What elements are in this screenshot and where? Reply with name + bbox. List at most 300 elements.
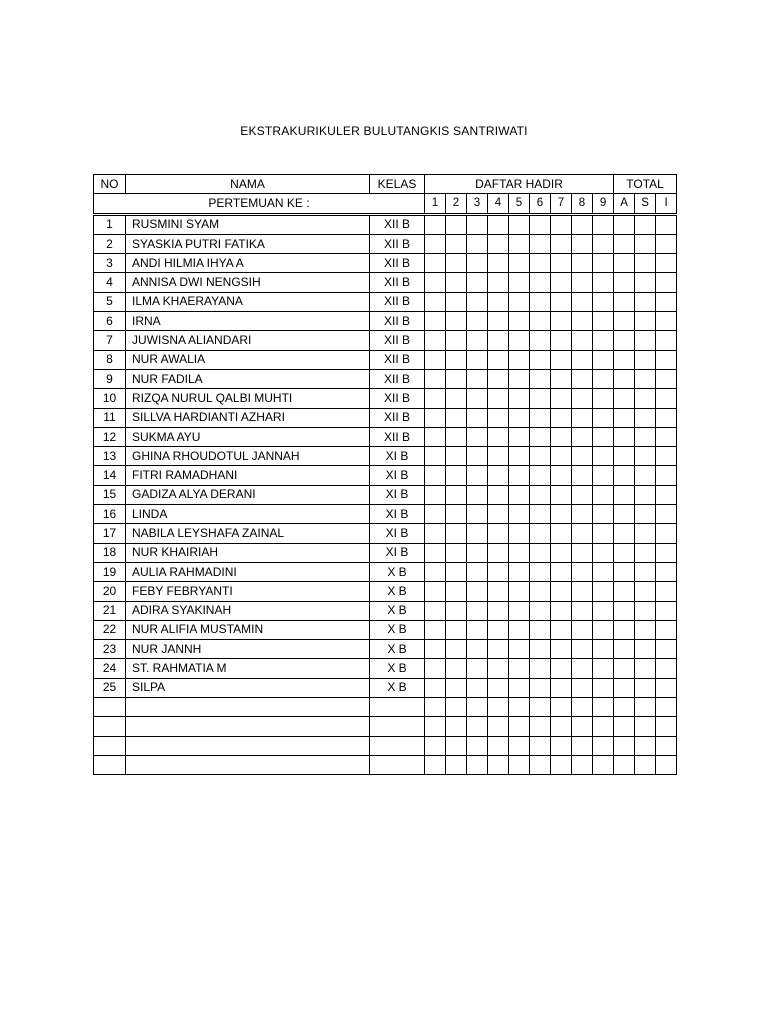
attendance-cell [488,312,509,331]
attendance-cell [509,485,530,504]
table-row [94,755,677,774]
student-name: SYASKIA PUTRI FATIKA [126,234,370,253]
total-cell [656,331,677,350]
attendance-cell [551,292,572,311]
attendance-cell [551,466,572,485]
attendance-cell [425,292,446,311]
attendance-cell [509,254,530,273]
attendance-cell [488,369,509,388]
attendance-cell [446,717,467,736]
attendance-cell [530,755,551,774]
student-name: NUR KHAIRIAH [126,543,370,562]
attendance-cell [572,582,593,601]
total-cell [614,659,635,678]
student-class [370,736,425,755]
student-class [370,717,425,736]
attendance-cell [572,273,593,292]
attendance-cell [551,350,572,369]
attendance-cell [551,620,572,639]
attendance-cell [446,389,467,408]
attendance-cell [572,698,593,717]
attendance-cell [530,601,551,620]
student-name [126,717,370,736]
student-list [94,214,677,775]
header-meeting-3: 3 [467,194,488,214]
total-cell [614,755,635,774]
attendance-cell [530,659,551,678]
attendance-cell [551,447,572,466]
attendance-cell [530,389,551,408]
attendance-cell [572,350,593,369]
attendance-cell [530,505,551,524]
attendance-cell [509,755,530,774]
total-cell [656,736,677,755]
attendance-cell [446,736,467,755]
total-cell [635,254,656,273]
student-class: X B [370,620,425,639]
student-class: XI B [370,505,425,524]
attendance-cell [425,254,446,273]
attendance-cell [488,292,509,311]
attendance-cell [467,369,488,388]
student-class [370,755,425,774]
table-row [94,717,677,736]
attendance-cell [425,717,446,736]
attendance-cell [467,601,488,620]
total-cell [656,755,677,774]
student-name [126,736,370,755]
attendance-cell [572,620,593,639]
attendance-cell [467,620,488,639]
attendance-cell [446,755,467,774]
attendance-cell [593,640,614,659]
row-number: 18 [94,543,126,562]
attendance-cell [509,331,530,350]
attendance-cell [509,601,530,620]
total-cell [635,312,656,331]
total-cell [614,312,635,331]
attendance-cell [572,524,593,543]
attendance-cell [593,331,614,350]
attendance-cell [509,582,530,601]
student-name: IRNA [126,312,370,331]
student-class: XII B [370,369,425,388]
attendance-cell [551,214,572,234]
student-name: AULIA RAHMADINI [126,562,370,581]
attendance-cell [509,562,530,581]
attendance-cell [446,505,467,524]
student-class: XI B [370,524,425,543]
student-class: X B [370,659,425,678]
attendance-cell [425,582,446,601]
attendance-cell [593,389,614,408]
total-cell [656,312,677,331]
attendance-cell [572,505,593,524]
row-number [94,755,126,774]
attendance-cell [530,717,551,736]
student-class [370,698,425,717]
attendance-cell [467,524,488,543]
attendance-cell [509,640,530,659]
header-nama: NAMA [126,175,370,194]
attendance-cell [467,466,488,485]
attendance-cell [551,427,572,446]
row-number: 16 [94,505,126,524]
attendance-cell [467,389,488,408]
attendance-cell [446,408,467,427]
student-name: ANDI HILMIA IHYA A [126,254,370,273]
attendance-cell [509,389,530,408]
total-cell [656,640,677,659]
student-name: ILMA KHAERAYANA [126,292,370,311]
attendance-cell [572,292,593,311]
total-cell [614,640,635,659]
total-cell [635,736,656,755]
total-cell [614,678,635,697]
attendance-cell [467,408,488,427]
attendance-cell [488,214,509,234]
attendance-cell [467,331,488,350]
attendance-cell [425,485,446,504]
attendance-cell [509,543,530,562]
table-row [94,214,677,234]
attendance-cell [593,678,614,697]
attendance-cell [593,485,614,504]
attendance-cell [572,678,593,697]
total-cell [635,640,656,659]
student-name: GHINA RHOUDOTUL JANNAH [126,447,370,466]
attendance-cell [488,447,509,466]
table-row [94,698,677,717]
attendance-cell [530,447,551,466]
attendance-cell [572,601,593,620]
student-name: NUR FADILA [126,369,370,388]
attendance-cell [572,485,593,504]
row-number: 22 [94,620,126,639]
attendance-cell [446,312,467,331]
attendance-cell [446,601,467,620]
header-meeting-6: 6 [530,194,551,214]
attendance-cell [551,524,572,543]
attendance-cell [488,466,509,485]
total-cell [656,505,677,524]
attendance-cell [551,640,572,659]
table-row [94,427,677,446]
row-number [94,736,126,755]
attendance-cell [446,678,467,697]
row-number: 20 [94,582,126,601]
total-cell [635,485,656,504]
attendance-cell [551,755,572,774]
attendance-cell [530,234,551,253]
student-class: XI B [370,485,425,504]
attendance-cell [551,736,572,755]
attendance-cell [467,350,488,369]
attendance-cell [488,698,509,717]
attendance-cell [551,234,572,253]
attendance-cell [593,214,614,234]
attendance-cell [509,350,530,369]
attendance-cell [593,350,614,369]
total-cell [614,620,635,639]
attendance-cell [446,369,467,388]
attendance-cell [593,543,614,562]
attendance-cell [467,485,488,504]
attendance-cell [446,659,467,678]
total-cell [614,408,635,427]
attendance-cell [530,466,551,485]
total-cell [656,717,677,736]
attendance-cell [551,698,572,717]
row-number: 21 [94,601,126,620]
student-class: X B [370,678,425,697]
total-cell [635,350,656,369]
total-cell [635,234,656,253]
total-cell [656,389,677,408]
attendance-cell [446,331,467,350]
table-row [94,678,677,697]
total-cell [614,717,635,736]
attendance-cell [488,427,509,446]
attendance-cell [488,678,509,697]
attendance-cell [572,659,593,678]
attendance-cell [425,214,446,234]
attendance-cell [551,273,572,292]
row-number: 19 [94,562,126,581]
total-cell [656,562,677,581]
attendance-cell [551,678,572,697]
attendance-cell [509,717,530,736]
attendance-cell [593,273,614,292]
student-name: RIZQA NURUL QALBI MUHTI [126,389,370,408]
total-cell [614,698,635,717]
total-cell [656,447,677,466]
total-cell [656,254,677,273]
student-name [126,698,370,717]
attendance-cell [551,562,572,581]
total-cell [635,273,656,292]
table-row [94,601,677,620]
attendance-cell [467,273,488,292]
header-total-a: A [614,194,635,214]
attendance-cell [530,214,551,234]
total-cell [656,582,677,601]
header-meeting-2: 2 [446,194,467,214]
attendance-cell [425,620,446,639]
table-row [94,369,677,388]
attendance-cell [467,640,488,659]
document-title: EKSTRAKURIKULER BULUTANGKIS SANTRIWATI [240,124,528,138]
row-number: 9 [94,369,126,388]
attendance-cell [446,466,467,485]
attendance-cell [467,447,488,466]
attendance-cell [593,234,614,253]
attendance-cell [530,292,551,311]
attendance-cell [467,562,488,581]
row-number: 13 [94,447,126,466]
total-cell [635,698,656,717]
student-name: GADIZA ALYA DERANI [126,485,370,504]
attendance-cell [509,620,530,639]
student-class: XI B [370,447,425,466]
student-class: XII B [370,408,425,427]
attendance-cell [530,254,551,273]
total-cell [614,601,635,620]
attendance-cell [593,292,614,311]
total-cell [614,543,635,562]
attendance-cell [488,331,509,350]
total-cell [656,408,677,427]
total-cell [614,447,635,466]
attendance-cell [530,582,551,601]
row-number: 1 [94,214,126,234]
attendance-cell [572,562,593,581]
row-number: 6 [94,312,126,331]
attendance-cell [446,524,467,543]
total-cell [614,234,635,253]
attendance-cell [572,427,593,446]
total-cell [614,562,635,581]
attendance-cell [572,755,593,774]
total-cell [635,369,656,388]
total-cell [614,389,635,408]
attendance-cell [425,736,446,755]
student-name: SUKMA AYU [126,427,370,446]
student-name: NUR ALIFIA MUSTAMIN [126,620,370,639]
attendance-cell [467,214,488,234]
table-row [94,273,677,292]
attendance-cell [488,234,509,253]
student-class: XII B [370,427,425,446]
student-class: XII B [370,254,425,273]
attendance-cell [446,620,467,639]
student-name: ST. RAHMATIA M [126,659,370,678]
student-class: XII B [370,312,425,331]
table-row [94,234,677,253]
attendance-cell [593,427,614,446]
attendance-cell [446,447,467,466]
attendance-cell [509,466,530,485]
attendance-cell [593,466,614,485]
attendance-cell [530,620,551,639]
attendance-cell [572,717,593,736]
attendance-cell [509,312,530,331]
total-cell [635,562,656,581]
attendance-cell [488,659,509,678]
total-cell [635,447,656,466]
total-cell [656,350,677,369]
row-number: 24 [94,659,126,678]
table-row [94,736,677,755]
attendance-cell [593,505,614,524]
student-class: XI B [370,543,425,562]
attendance-cell [530,273,551,292]
table-row [94,485,677,504]
table-row [94,659,677,678]
attendance-cell [572,312,593,331]
attendance-cell [530,524,551,543]
table-row [94,582,677,601]
attendance-cell [425,350,446,369]
row-number [94,717,126,736]
student-name: NUR JANNH [126,640,370,659]
attendance-cell [425,312,446,331]
row-number: 5 [94,292,126,311]
attendance-cell [446,485,467,504]
attendance-cell [488,562,509,581]
attendance-cell [551,408,572,427]
attendance-cell [551,312,572,331]
table-row [94,640,677,659]
student-name: LINDA [126,505,370,524]
row-number: 15 [94,485,126,504]
attendance-cell [509,427,530,446]
header-meeting-8: 8 [572,194,593,214]
attendance-cell [509,524,530,543]
attendance-cell [446,292,467,311]
table-row [94,312,677,331]
attendance-cell [425,601,446,620]
attendance-cell [530,312,551,331]
row-number: 14 [94,466,126,485]
student-class: XI B [370,466,425,485]
attendance-cell [509,214,530,234]
attendance-cell [509,234,530,253]
total-cell [635,292,656,311]
attendance-cell [425,447,446,466]
attendance-cell [530,369,551,388]
attendance-cell [530,736,551,755]
attendance-cell [551,601,572,620]
student-name: ANNISA DWI NENGSIH [126,273,370,292]
attendance-cell [593,659,614,678]
total-cell [614,214,635,234]
attendance-cell [467,505,488,524]
student-class: X B [370,582,425,601]
student-name: JUWISNA ALIANDARI [126,331,370,350]
total-cell [614,273,635,292]
row-number: 17 [94,524,126,543]
attendance-cell [467,312,488,331]
student-name: SILPA [126,678,370,697]
attendance-cell [572,408,593,427]
attendance-cell [446,254,467,273]
row-number: 11 [94,408,126,427]
total-cell [614,466,635,485]
header-meeting-9: 9 [593,194,614,214]
attendance-cell [551,717,572,736]
table-row [94,408,677,427]
attendance-cell [530,408,551,427]
header-pertemuan: PERTEMUAN KE : [94,194,425,214]
attendance-cell [551,331,572,350]
total-cell [635,408,656,427]
attendance-cell [551,254,572,273]
table-row [94,350,677,369]
attendance-cell [509,369,530,388]
attendance-cell [488,620,509,639]
attendance-cell [530,678,551,697]
table-row [94,620,677,639]
attendance-cell [488,350,509,369]
attendance-cell [446,273,467,292]
student-class: XII B [370,292,425,311]
attendance-cell [509,505,530,524]
row-number: 23 [94,640,126,659]
attendance-cell [593,620,614,639]
total-cell [614,427,635,446]
attendance-cell [467,678,488,697]
